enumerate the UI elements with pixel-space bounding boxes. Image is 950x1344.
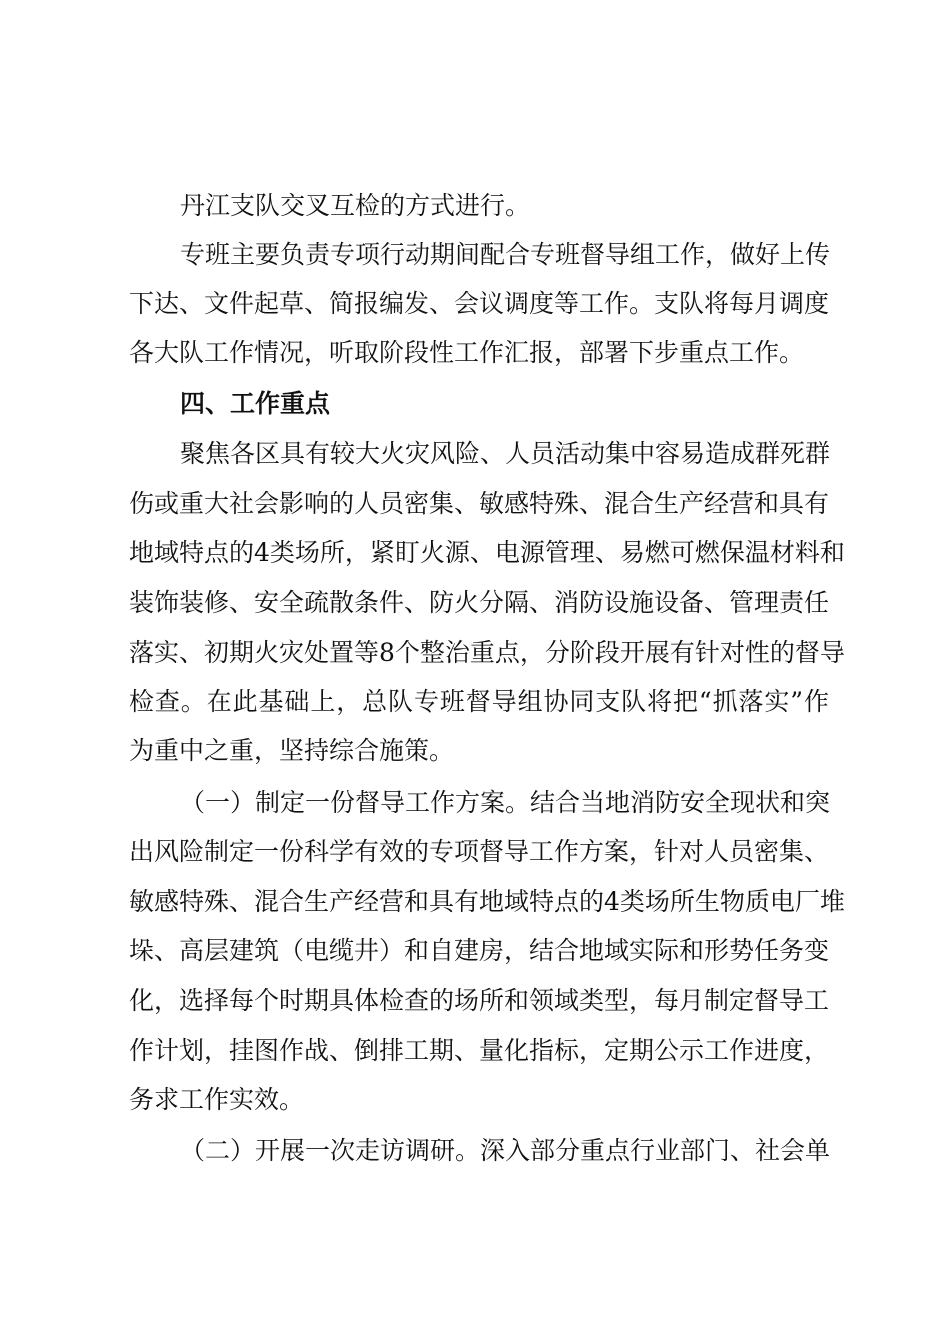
- paragraph-line: 丹江支队交叉互检的方式进行。: [180, 191, 531, 220]
- paragraph-line: 检查。在此基础上，总队专班督导组协同支队将把“抓落实”作: [129, 687, 829, 716]
- paragraph-line: 化，选择每个时期具体检查的场所和领域类型，每月制定督导工: [129, 986, 830, 1015]
- paragraph-line: （二）开展一次走访调研。深入部分重点行业部门、社会单: [180, 1136, 831, 1165]
- paragraph-line: 垛、高层建筑（电缆井）和自建房，结合地域实际和形势任务变: [129, 936, 830, 965]
- paragraph-line: 敏感特殊、混合生产经营和具有地域特点的4类场所生物质电厂堆: [129, 887, 845, 916]
- paragraph-line: （一）制定一份督导工作方案。结合当地消防安全现状和突: [180, 788, 831, 817]
- paragraph-line: 装饰装修、安全疏散条件、防火分隔、消防设施设备、管理责任: [129, 588, 830, 617]
- paragraph-line: 各大队工作情况，听取阶段性工作汇报，部署下步重点工作。: [129, 338, 805, 367]
- paragraph-line: 作计划，挂图作战、倒排工期、量化指标，定期公示工作进度，: [129, 1036, 830, 1065]
- paragraph-line: 地域特点的4类场所，紧盯火源、电源管理、易燃可燃保温材料和: [129, 538, 845, 567]
- paragraph-line: 务求工作实效。: [129, 1085, 305, 1114]
- paragraph-line: 落实、初期火灾处置等8个整治重点，分阶段开展有针对性的督导: [129, 638, 845, 667]
- paragraph-line: 聚焦各区具有较大火灾风险、人员活动集中容易造成群死群: [180, 439, 831, 468]
- paragraph-line: 下达、文件起草、简报编发、会议调度等工作。支队将每月调度: [129, 289, 830, 318]
- paragraph-line: 专班主要负责专项行动期间配合专班督导组工作，做好上传: [180, 240, 831, 269]
- paragraph-line: 出风险制定一份科学有效的专项督导工作方案，针对人员密集、: [129, 837, 830, 866]
- paragraph-line: 为重中之重，坚持综合施策。: [129, 736, 455, 765]
- section-heading: 四、工作重点: [180, 389, 331, 418]
- paragraph-line: 伤或重大社会影响的人员密集、敏感特殊、混合生产经营和具有: [129, 489, 830, 518]
